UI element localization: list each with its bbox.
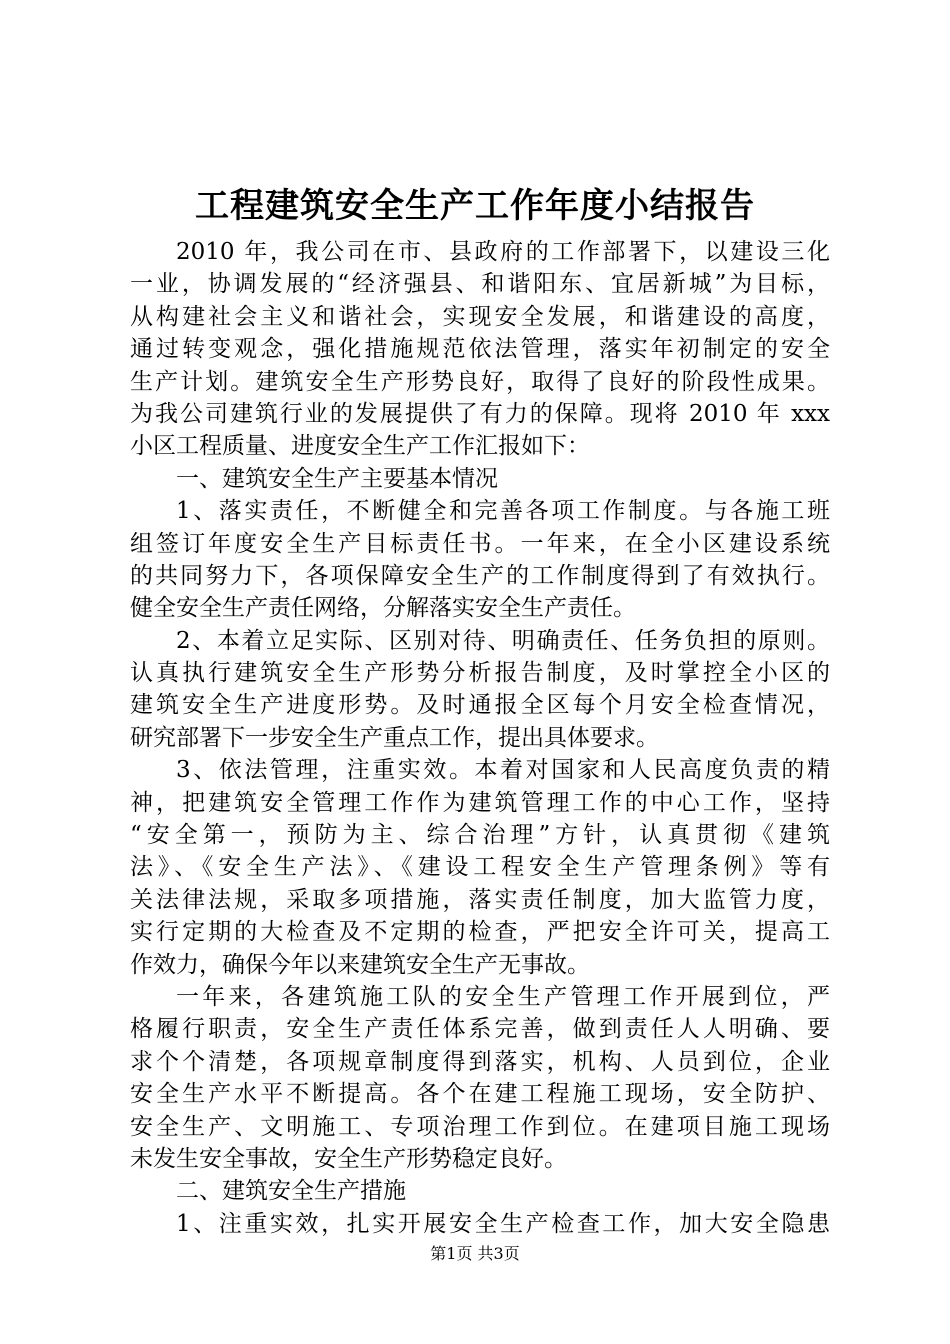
text-line: 认真执行建筑安全生产形势分析报告制度，及时掌控全小区的 (130, 660, 830, 687)
text-line: 神，把建筑安全管理工作作为建筑管理工作的中心工作，坚持 (130, 789, 830, 816)
document-body (130, 236, 830, 1240)
text-line: 格履行职责，安全生产责任体系完善，做到责任人人明确、要 (130, 1016, 830, 1043)
text-line: 通过转变观念，强化措施规范依法管理，落实年初制定的安全 (130, 336, 830, 363)
text-line: 小区工程质量、进度安全生产工作汇报如下： (130, 433, 590, 460)
text-line: 安全生产、文明施工、专项治理工作到位。在建项目施工现场 (130, 1113, 830, 1140)
text-line: 一年来，各建筑施工队的安全生产管理工作开展到位，严 (176, 983, 830, 1010)
text-line: 研究部署下一步安全生产重点工作，提出具体要求。 (130, 724, 659, 751)
text-line: 关法律法规，采取多项措施，落实责任制度，加大监管力度， (130, 886, 830, 913)
text-line: 3、依法管理，注重实效。本着对国家和人民高度负责的精 (176, 757, 830, 784)
text-line: 法》、《安全生产法》、《建设工程安全生产管理条例》等有 (130, 854, 830, 881)
text-line: 安全生产水平不断提高。各个在建工程施工现场，安全防护、 (130, 1081, 830, 1108)
text-line: 一业，协调发展的“经济强县、和谐阳东、宜居新城”为目标， (130, 271, 830, 298)
text-line: 未发生安全事故，安全生产形势稳定良好。 (130, 1145, 567, 1172)
text-line: 2010 年，我公司在市、县政府的工作部署下，以建设三化 (176, 239, 830, 265)
text-line: 作效力，确保今年以来建筑安全生产无事故。 (130, 951, 590, 978)
text-line: 的共同努力下，各项保障安全生产的工作制度得到了有效执行。 (130, 562, 830, 589)
text-line: 求个个清楚，各项规章制度得到落实，机构、人员到位，企业 (130, 1048, 830, 1075)
section-heading: 二、建筑安全生产措施 (176, 1178, 406, 1205)
text-line: “安全第一，预防为主、综合治理”方针，认真贯彻《建筑 (130, 822, 830, 849)
page-footer: 第1页 共3页 (430, 1244, 520, 1263)
text-line: 生产计划。建筑安全生产形势良好，取得了良好的阶段性成果。 (130, 368, 830, 395)
section-heading: 一、建筑安全生产主要基本情况 (176, 465, 498, 492)
text-line: 组签订年度安全生产目标责任书。一年来，在全小区建设系统 (130, 530, 830, 557)
text-line: 1、落实责任，不断健全和完善各项工作制度。与各施工班 (176, 498, 830, 525)
page-title: 工程建筑安全生产工作年度小结报告 (195, 186, 755, 226)
text-line: 建筑安全生产进度形势。及时通报全区每个月安全检查情况， (130, 692, 830, 719)
text-line: 1、注重实效，扎实开展安全生产检查工作，加大安全隐患 (176, 1210, 830, 1237)
text-line: 健全安全生产责任网络，分解落实安全生产责任。 (130, 595, 636, 622)
text-line: 2、本着立足实际、区别对待、明确责任、任务负担的原则。 (176, 627, 830, 654)
text-line: 实行定期的大检查及不定期的检查，严把安全许可关，提高工 (130, 919, 830, 946)
text-line: 从构建社会主义和谐社会，实现安全发展，和谐建设的高度， (130, 303, 830, 330)
text-line: 为我公司建筑行业的发展提供了有力的保障。现将 2010 年 xxx (130, 400, 830, 427)
